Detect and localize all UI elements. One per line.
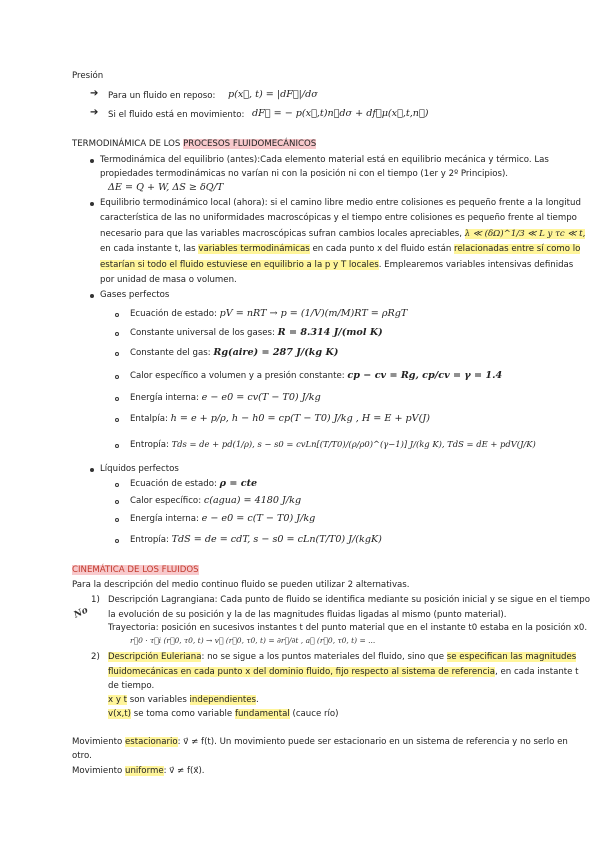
eul-4b: son variables (127, 695, 190, 705)
gas-formula: h = e + p/ρ, h − h0 = cp(T − T0) J/kg , H = E + pV(J) (170, 413, 430, 424)
eul-line-1 (108, 652, 576, 662)
presion-move-eq: dF⃗ = − p(x⃗,t)n⃗dσ + df⃗μ(x⃗,t,n⃗) (252, 108, 429, 119)
liquid-formula: e − e0 = c(T − T0) J/kg (201, 513, 316, 524)
lag-line-3: Trayectoria: posición en sucesivos instantes t del punto material que en el instante t0 estaba en la posición x0. (108, 623, 588, 633)
gas-item-6 (130, 439, 536, 450)
liquid-item-0 (130, 478, 257, 489)
circle-bullet-icon (115, 539, 119, 543)
gas-formula: Rg(aire) = 287 J/(kg K) (213, 347, 339, 358)
presion-move-label: Si el fluido está en movimiento: (108, 110, 245, 120)
cinematica-title-text: CINEMÁTICA DE LOS FLUIDOS (72, 565, 199, 575)
circle-bullet-icon (115, 418, 119, 422)
eul-line-5 (108, 709, 339, 719)
circle-bullet-icon (115, 397, 119, 401)
eul-4a: x y t (108, 695, 128, 705)
presion-rest-label: Para un fluido en reposo: (108, 91, 216, 101)
eul-4c: independientes (189, 695, 257, 705)
bullet-icon (90, 202, 94, 206)
unif-a: Movimiento (72, 766, 125, 776)
liquid-label: Ecuación de estado: (130, 479, 217, 489)
stat-a: Movimiento (72, 737, 125, 747)
termo-title (72, 139, 316, 149)
gas-item-1 (130, 327, 383, 338)
circle-bullet-icon (115, 332, 119, 336)
local-4d: relacionadas entre sí como lo (454, 244, 581, 254)
gas-item-3 (130, 370, 502, 381)
termo-local-3-text: necesario para que las variables macroscópicas sufran cambios locales apreciables, (100, 229, 462, 239)
bullet-icon (90, 159, 94, 163)
gas-formula: cp − cv = Rg, cp/cv = γ = 1.4 (347, 370, 503, 381)
eul-5b: se toma como variable (130, 709, 235, 719)
termo-title-highlight: PROCESOS FLUIDOMECÁNICOS (183, 139, 317, 149)
termo-eq-text-2: propiedades termodinámicas no varían ni con la posición ni con el tiempo (1er y 2º Principios). (100, 169, 509, 179)
local-4c: en cada punto x del fluido están (309, 244, 455, 254)
gas-label: Ecuación de estado: (130, 309, 217, 319)
termo-local-1: Equilibrio termodinámico local (ahora): si el camino libre medio entre colisiones es pequeño frente a la longitud (100, 198, 581, 208)
termo-title-prefix: TERMODINÁMICA DE LOS (72, 139, 184, 149)
liquid-item-2 (130, 513, 315, 524)
eul-4d: . (256, 695, 259, 705)
cinematica-title (72, 565, 199, 575)
termo-eq-formula: ΔE = Q + W, ΔS ≥ δQ/T (108, 182, 224, 193)
circle-bullet-icon (115, 375, 119, 379)
termo-local-3 (100, 229, 585, 239)
liquid-item-1 (130, 495, 301, 506)
gas-item-0 (130, 308, 407, 319)
liquid-label: Calor específico: (130, 496, 202, 506)
gas-label: Constante del gas: (130, 348, 211, 358)
eul-line-3: de tiempo. (108, 681, 155, 691)
termo-local-3-math: λ ≪ (δΩ)^1/3 ≪ L y τc ≪ t, (464, 229, 586, 239)
liquid-formula: c(agua) = 4180 J/kg (203, 495, 302, 506)
gas-label: Entropía: (130, 440, 169, 450)
unif-b: uniforme (125, 766, 164, 776)
liquid-label: Energía interna: (130, 514, 199, 524)
lag-number: 1) (91, 595, 100, 605)
presion-rest-eq: p(x⃗, t) = |dF⃗|/dσ (228, 89, 318, 100)
liquid-label: Entropía: (130, 535, 169, 545)
gas-label: Calor específico a volumen y a presión constante: (130, 371, 345, 381)
eul-1c: se especifican las magnitudes (446, 652, 577, 662)
termo-local-2: característica de las no uniformidades macroscópicas y el tiempo entre colisiones es pequeño frente al tiempo (100, 213, 577, 223)
uniform-line (72, 766, 205, 776)
local-4a: en cada instante t, las (100, 244, 199, 254)
circle-bullet-icon (115, 483, 119, 487)
arrow-icon: ➔ (90, 107, 99, 118)
stationary-line-2: otro. (72, 751, 92, 761)
stationary-line (72, 737, 568, 747)
gas-label: Energía interna: (130, 393, 199, 403)
lag-handwritten: r⃗0 · τ⃗i (r⃗0, τ0, t) → v⃗ (r⃗0, τ0, t) = ∂r⃗/∂t , a⃗ (r⃗0, τ0, t) = ... (130, 636, 376, 645)
termo-local-6: por unidad de masa o volumen. (100, 275, 237, 285)
arrow-icon: ➔ (90, 88, 99, 99)
eul-5d: (cauce río) (289, 709, 339, 719)
eul-line-2 (108, 667, 579, 677)
gas-formula: R = 8.314 J/(mol K) (277, 327, 383, 338)
unif-c: : v⃗ ≠ f(x⃗). (163, 766, 205, 776)
circle-bullet-icon (115, 500, 119, 504)
gas-item-2 (130, 347, 338, 358)
circle-bullet-icon (115, 352, 119, 356)
lag-line-1: Descripción Lagrangiana: Cada punto de fluido se identifica mediante su posición inicial y se sigue en el tiempo (108, 595, 590, 605)
bullet-icon (90, 468, 94, 472)
liquids-title: Líquidos perfectos (100, 464, 179, 474)
margin-note: No (72, 605, 90, 621)
liquid-formula: TdS = de = cdT, s − s0 = cLn(T/T0) J/(kgK) (171, 534, 382, 545)
gases-title: Gases perfectos (100, 290, 170, 300)
gas-label: Entalpía: (130, 414, 168, 424)
circle-bullet-icon (115, 313, 119, 317)
presion-title: Presión (72, 71, 104, 81)
eul-number: 2) (91, 652, 100, 662)
gas-item-5 (130, 413, 430, 424)
cinematica-intro: Para la descripción del medio continuo fluido se pueden utilizar 2 alternativas. (72, 580, 410, 590)
local-5a: estarían si todo el fluido estuviese en equilibrio a la p y T locales (100, 260, 379, 270)
termo-eq-text-1: Termodinámica del equilibrio (antes):Cada elemento material está en equilibrio mecánica y térmico. Las (100, 155, 549, 165)
gas-formula: pV = nRT → p = (1/V)(m/M)RT = ρRgT (219, 308, 408, 319)
bullet-icon (90, 294, 94, 298)
stat-c: : v⃗ ≠ f(t). Un movimiento puede ser estacionario en un sistema de referencia y no serlo en (177, 737, 568, 747)
termo-local-5 (100, 260, 573, 270)
eul-2a: fluidomecánicas en cada punto x del dominio fluido, fijo respecto al sistema de referencia (108, 667, 496, 677)
eul-5c: fundamental (234, 709, 290, 719)
lag-line-2: la evolución de su posición y la de las magnitudes fluidas ligadas al mismo (punto material). (108, 610, 507, 620)
eul-line-4 (108, 695, 259, 705)
termo-local-4 (100, 244, 580, 254)
eul-1b: : no se sigue a los puntos materiales del fluido, sino que (201, 652, 447, 662)
liquid-item-3 (130, 534, 382, 545)
local-5b: . Emplearemos variables intensivas definidas (378, 260, 574, 270)
eul-2b: , en cada instante t (495, 667, 579, 677)
gas-formula: e − e0 = cv(T − T0) J/kg (201, 392, 321, 403)
eul-5a: v(x,t) (108, 709, 131, 719)
stat-b: estacionario (125, 737, 178, 747)
gas-item-4 (130, 392, 321, 403)
liquid-formula: ρ = cte (219, 478, 258, 489)
circle-bullet-icon (115, 518, 119, 522)
gas-label: Constante universal de los gases: (130, 328, 275, 338)
eul-1a: Descripción Euleriana (108, 652, 202, 662)
local-4b: variables termodinámicas (198, 244, 310, 254)
circle-bullet-icon (115, 444, 119, 448)
gas-formula: Tds = de + pd(1/ρ), s − s0 = cvLn[(T/T0)/(ρ/ρ0)^(γ−1)] J/(kg K), TdS = dE + pdV(J/K) (171, 439, 536, 449)
